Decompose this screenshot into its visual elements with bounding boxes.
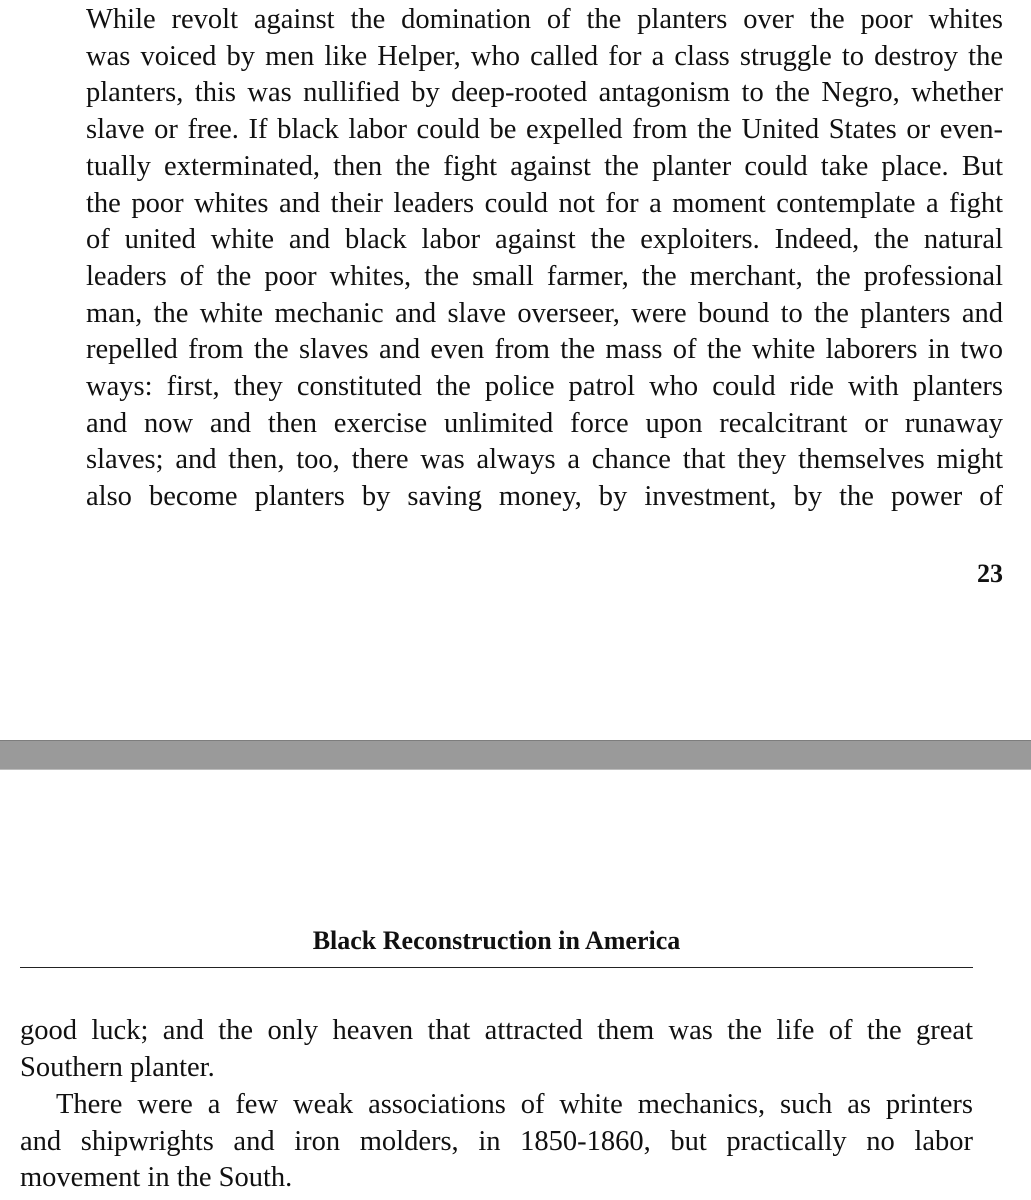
text-line: tually exterminated, then the fight against the planter could take place. But [86,150,1003,182]
page-24 [0,770,1031,1200]
text-line: was voiced by men like Helper, who called for a class struggle to destroy the [86,40,1003,72]
text-line: the poor whites and their leaders could not for a moment contemplate a fight [86,187,1003,219]
text-line: ways: first, they constituted the police patrol who could ride with planters [86,371,1003,403]
page-number: 23 [977,559,1003,588]
running-head: Black Reconstruction in America [312,926,681,955]
text-line: While revolt against the domination of the planters over the poor whites [86,4,1003,35]
text-line: of united white and black labor against the exploiters. Indeed, the natural [86,224,1003,256]
text-line: There were a few weak associations of white mechanics, such as printers [56,1089,973,1120]
header-rule [20,967,973,968]
text-line: man, the white mechanic and slave overseer, were bound to the planters and [86,297,1003,329]
text-line: slave or free. If black labor could be expelled from the United States or even- [86,114,1003,146]
text-line: movement in the South. [20,1162,293,1194]
text-line: slaves; and then, too, there was always a chance that they themselves might [86,444,1003,476]
text-line: leaders of the poor whites, the small farmer, the merchant, the professional [86,260,1003,292]
page-separator [0,740,1031,770]
text-line: planters, this was nullified by deep-rooted antagonism to the Negro, whether [86,77,1003,109]
text-line: also become planters by saving money, by investment, by the power of [86,481,1003,513]
text-line: and shipwrights and iron molders, in 1850-1860, but practically no labor [20,1125,973,1157]
text-line: good luck; and the only heaven that attracted them was the life of the great [20,1015,973,1046]
body-paragraph [50,2,1003,516]
text-line: repelled from the slaves and even from the mass of the white laborers in two [86,334,1003,366]
text-line: and now and then exercise unlimited force upon recalcitrant or runaway [86,407,1003,439]
continuation-paragraph [20,1013,973,1086]
text-line: Southern planter. [20,1051,215,1083]
body-paragraph [20,1087,973,1197]
